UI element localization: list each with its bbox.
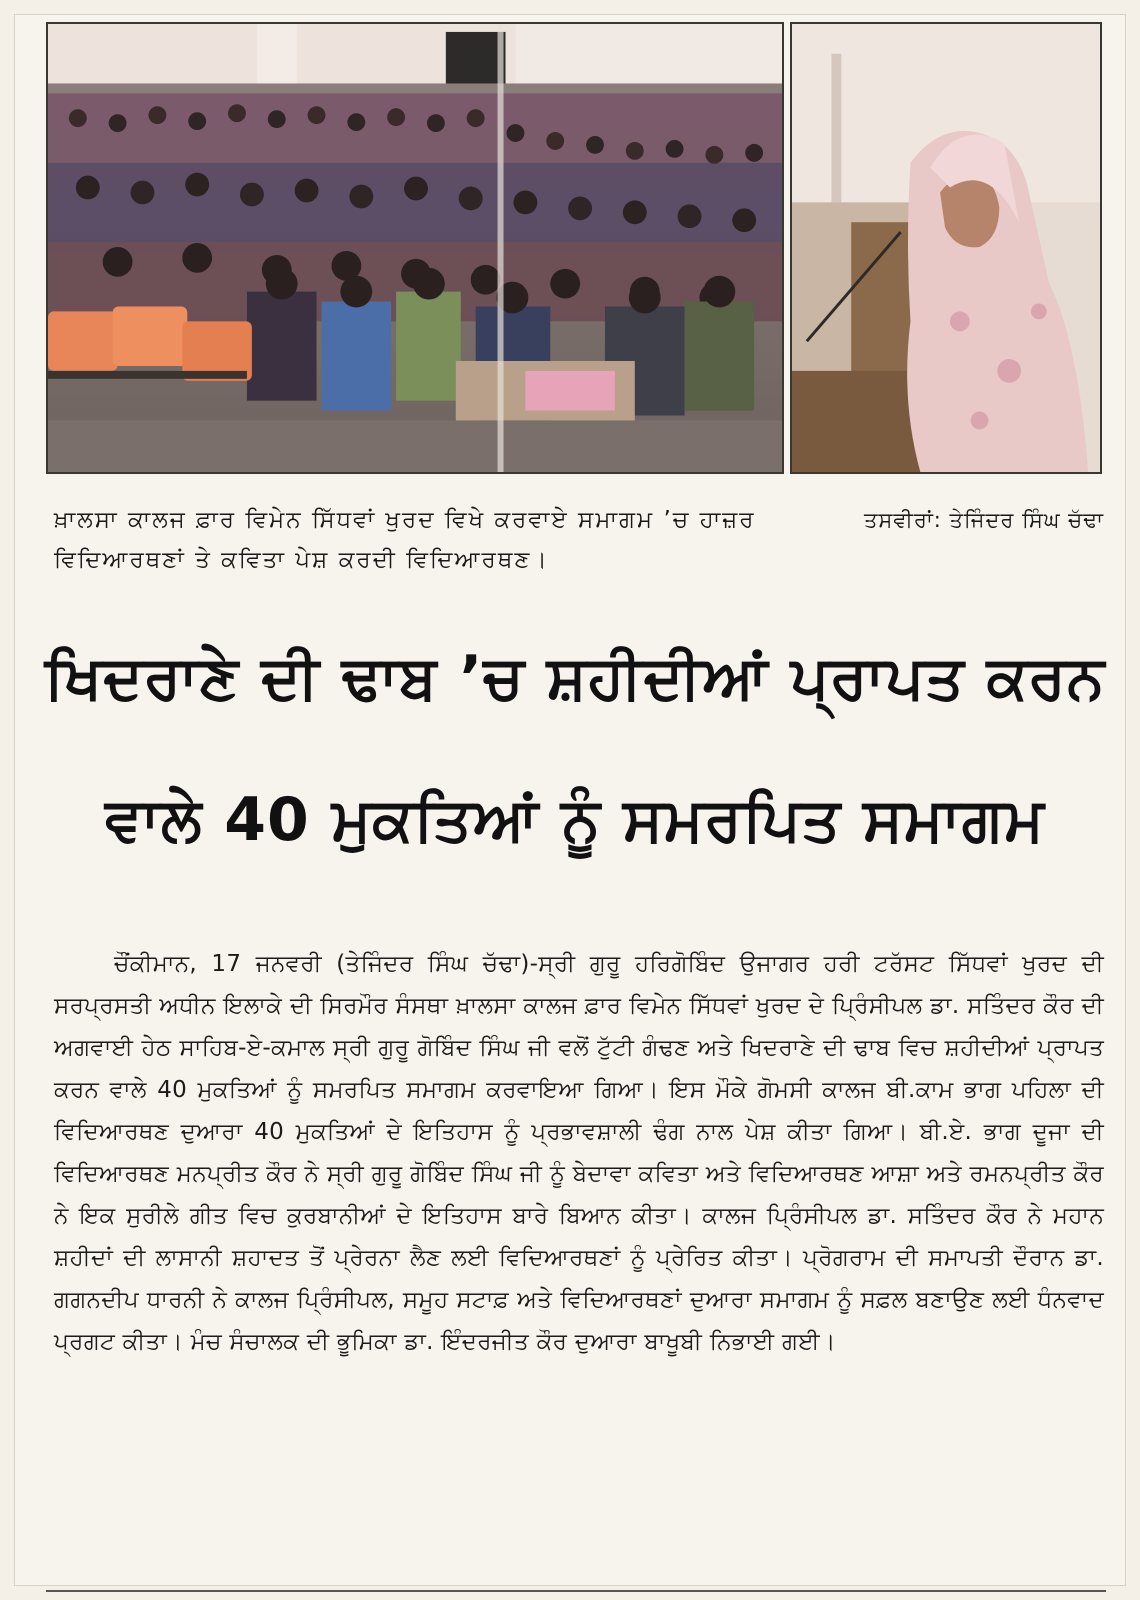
speaker-photo [790, 22, 1102, 474]
headline-line-1: ਖਿਦਰਾਣੇ ਦੀ ਢਾਬ ’ਚ ਸ਼ਹੀਦੀਆਂ ਪ੍ਰਾਪਤ ਕਰਨ [44, 643, 1106, 713]
speaker-photo-image [792, 24, 1100, 472]
bottom-divider [46, 1590, 1106, 1592]
headline-line-2: ਵਾਲੇ 40 ਮੁਕਤਿਆਂ ਨੂੰ ਸਮਰਪਿਤ ਸਮਾਗਮ [105, 785, 1045, 855]
photo-credit: ਤਸਵੀਰਾਂ: ਤੇਜਿੰਦਰ ਸਿੰਘ ਚੱਢਾ [863, 508, 1104, 532]
audience-photo [46, 22, 784, 474]
article-body: ਚੌਂਕੀਮਾਨ, 17 ਜਨਵਰੀ (ਤੇਜਿੰਦਰ ਸਿੰਘ ਚੱਢਾ)-ਸ੍ਰੀ ਗੁਰੂ ਹਰਿਗੋਬਿੰਦ ਉਜਾਗਰ ਹਰੀ ਟਰੱਸਟ ਸਿੱਧਵਾਂ ਖੁਰਦ ਦੀ ਸਰਪ੍ਰਸਤੀ ਅਧੀਨ ਇਲਾਕੇ ਦੀ ਸਿਰਮੌਰ ਸੰਸਥਾ ਖ਼ਾਲਸਾ ਕਾਲਜ ਫ਼ਾਰ ਵਿਮੇਨ ਸਿੱਧਵਾਂ ਖੁਰਦ ਦੇ ਪ੍ਰਿੰਸੀਪਲ ਡਾ. ਸਤਿੰਦਰ ਕੌਰ ਦੀ ਅਗਵਾਈ ਹੇਠ ਸਾਹਿਬ-ਏ-ਕਮਾਲ ਸ੍ਰੀ ਗੁਰੂ ਗੋਬਿੰਦ ਸਿੰਘ ਜੀ ਵਲੋਂ ਟੁੱਟੀ ਗੰਢਣ ਅਤੇ ਖਿਦਰਾਣੇ ਦੀ ਢਾਬ ਵਿਚ ਸ਼ਹੀਦੀਆਂ ਪ੍ਰਾਪਤ ਕਰਨ ਵਾਲੇ 40 ਮੁਕਤਿਆਂ ਨੂੰ ਸਮਰਪਿਤ ਸਮਾਗਮ ਕਰਵਾਇਆ ਗਿਆ। ਇਸ ਮੌਕੇ ਗੋਮਸੀ ਕਾਲਜ ਬੀ.ਕਾਮ ਭਾਗ ਪਹਿਲਾ ਦੀ ਵਿਦਿਆਰਥਣ ਦੁਆਰਾ 40 ਮੁਕਤਿਆਂ ਦੇ ਇਤਿਹਾਸ ਨੂੰ ਪ੍ਰਭਾਵਸ਼ਾਲੀ ਢੰਗ ਨਾਲ ਪੇਸ਼ ਕੀਤਾ ਗਿਆ। ਬੀ.ਏ. ਭਾਗ ਦੂਜਾ ਦੀ ਵਿਦਿਆਰਥਣ ਮਨਪ੍ਰੀਤ ਕੌਰ ਨੇ ਸ੍ਰੀ ਗੁਰੂ ਗੋਬਿੰਦ ਸਿੰਘ ਜੀ ਨੂੰ ਬੇਦਾਵਾ ਕਵਿਤਾ ਅਤੇ ਵਿਦਿਆਰਥਣ ਆਸ਼ਾ ਅਤੇ ਰਮਨਪ੍ਰੀਤ ਕੌਰ ਨੇ ਇਕ ਸੁਰੀਲੇ ਗੀਤ ਵਿਚ ਕੁਰਬਾਨੀਆਂ ਦੇ ਇਤਿਹਾਸ ਬਾਰੇ ਬਿਆਨ ਕੀਤਾ। ਕਾਲਜ ਪ੍ਰਿੰਸੀਪਲ ਡਾ. ਸਤਿੰਦਰ ਕੌਰ ਨੇ ਮਹਾਨ ਸ਼ਹੀਦਾਂ ਦੀ ਲਾਸਾਨੀ ਸ਼ਹਾਦਤ ਤੋਂ ਪ੍ਰੇਰਨਾ ਲੈਣ ਲਈ ਵਿਦਿਆਰਥਣਾਂ ਨੂੰ ਪ੍ਰੇਰਿਤ ਕੀਤਾ। ਪ੍ਰੋਗਰਾਮ ਦੀ ਸਮਾਪਤੀ ਦੌਰਾਨ ਡਾ. ਗਗਨਦੀਪ ਧਾਰਨੀ ਨੇ ਕਾਲਜ ਪ੍ਰਿੰਸੀਪਲ, ਸਮੂਹ ਸਟਾਫ਼ ਅਤੇ ਵਿਦਿਆਰਥਣਾਂ ਦੁਆਰਾ ਸਮਾਗਮ ਨੂੰ ਸਫ਼ਲ ਬਣਾਉਣ ਲਈ ਧੰਨਵਾਦ ਪ੍ਰਗਟ ਕੀਤਾ। ਮੰਚ ਸੰਚਾਲਕ ਦੀ ਭੂਮਿਕਾ ਡਾ. ਇੰਦਰਜੀਤ ਕੌਰ ਦੁਆਰਾ ਬਾਖੂਬੀ ਨਿਭਾਈ ਗਈ। [54, 951, 1104, 1355]
caption-text: ਖ਼ਾਲਸਾ ਕਾਲਜ ਫ਼ਾਰ ਵਿਮੇਨ ਸਿੱਧਵਾਂ ਖੁਰਦ ਵਿਖੇ ਕਰਵਾਏ ਸਮਾਗਮ ’ਚ ਹਾਜ਼ਰ ਵਿਦਿਆਰਥਣਾਂ ਤੇ ਕਵਿਤਾ ਪੇਸ਼ ਕਰਦੀ ਵਿਦਿਆਰਥਣ। [54, 507, 756, 573]
audience-photo-image [48, 24, 782, 472]
photo-caption [54, 500, 1104, 580]
